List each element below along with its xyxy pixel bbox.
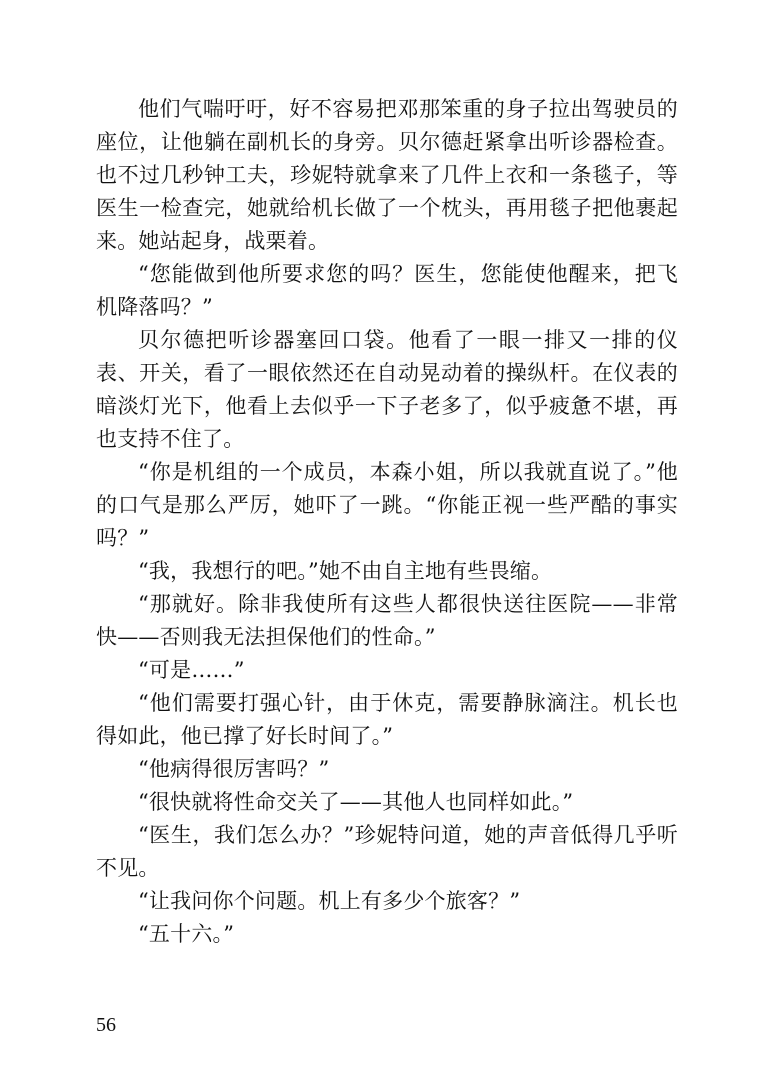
paragraph-3: 贝尔德把听诊器塞回口袋。他看了一眼一排又一排的仪表、开关，看了一眼依然还在自动晃动着的操纵杆。在仪表的暗淡灯光下，他看上去似乎一下子老多了，似乎疲惫不堪，再也支持不住了。: [96, 328, 678, 451]
paragraph-1: 他们气喘吁吁，好不容易把邓那笨重的身子拉出驾驶员的座位，让他躺在副机长的身旁。贝尔德赶紧拿出听诊器检查。也不过几秒钟工夫，珍妮特就拿来了几件上衣和一条毯子，等医生一检查完，她就给机长做了一个枕头，再用毯子把他裹起来。她站起身，战栗着。: [96, 97, 678, 253]
paragraph-5: “我，我想行的吧。”她不由自主地有些畏缩。: [138, 559, 553, 583]
page-number: 56: [96, 1014, 116, 1036]
paragraph-12: “让我问你个问题。机上有多少个旅客？”: [138, 889, 521, 913]
paragraph-10: “很快就将性命交关了——其他人也同样如此。”: [138, 790, 574, 814]
paragraph-13: “五十六。”: [138, 922, 235, 946]
paragraph-2: “您能做到他所要求您的吗？医生，您能使他醒来，把飞机降落吗？”: [96, 262, 678, 319]
paragraph-6: “那就好。除非我使所有这些人都很快送往医院——非常快——否则我无法担保他们的性命。”: [96, 592, 678, 649]
paragraph-11: “医生，我们怎么办？”珍妮特问道，她的声音低得几乎听不见。: [96, 823, 678, 880]
page-body: [96, 93, 678, 951]
paragraph-4: “你是机组的一个成员，本森小姐，所以我就直说了。”他的口气是那么严厉，她吓了一跳。“你能正视一些严酷的事实吗？”: [96, 460, 678, 550]
paragraph-7: “可是……”: [138, 658, 245, 682]
paragraph-8: “他们需要打强心针，由于休克，需要静脉滴注。机长也得如此，他已撑了好长时间了。”: [96, 691, 678, 748]
paragraph-9: “他病得很厉害吗？”: [138, 757, 330, 781]
